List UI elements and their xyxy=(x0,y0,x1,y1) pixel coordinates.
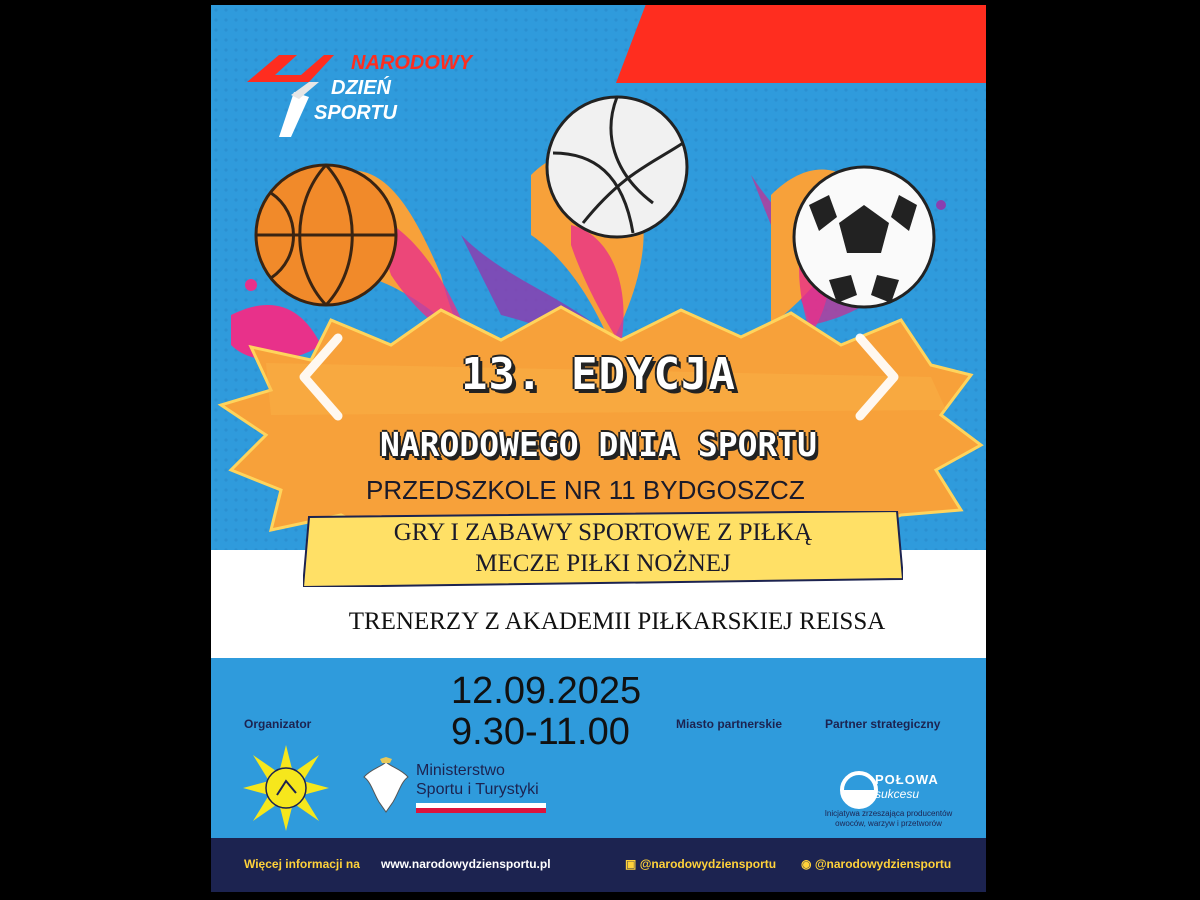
basketball-icon xyxy=(251,163,401,308)
event-poster xyxy=(211,5,986,892)
polowa-desc-line-1: Inicjatywa zrzeszająca producentów xyxy=(824,809,953,818)
city-partner-label: Miasto partnerskie xyxy=(676,717,783,731)
logo-line-1: NARODOWY xyxy=(351,52,473,74)
ministry-name xyxy=(416,761,539,799)
volleyball-icon xyxy=(543,93,691,241)
instagram-handle: @narodowydziensportu xyxy=(814,857,952,871)
facebook-link[interactable] xyxy=(625,857,776,871)
trainers-text: TRENERZY Z AKADEMII PIŁKARSKIEJ REISSA xyxy=(348,608,886,635)
organizer-label: Organizator xyxy=(244,717,312,731)
facebook-handle: @narodowydziensportu xyxy=(639,857,777,871)
polowa-description xyxy=(811,809,966,829)
edition-heading: 13. EDYCJA xyxy=(461,349,736,400)
facebook-icon: ▣ xyxy=(625,857,637,871)
soccer-ball-icon xyxy=(789,165,939,310)
ministry-line-2: Sportu i Turystyki xyxy=(416,781,539,798)
strategic-partner-label: Partner strategiczny xyxy=(825,717,941,731)
logo-line-3: SPORTU xyxy=(314,102,397,124)
activity-line-1: GRY I ZABAWY SPORTOWE Z PIŁKĄ xyxy=(393,519,813,546)
chevron-left-icon[interactable] xyxy=(296,332,346,422)
event-schedule xyxy=(451,671,641,753)
more-info-label: Więcej informacji na xyxy=(244,857,360,871)
polowa-subtitle: sukcesu xyxy=(875,787,920,801)
chevron-right-icon[interactable] xyxy=(852,332,902,422)
polish-flag-stripe xyxy=(416,803,546,813)
website-link[interactable]: www.narodowydziensportu.pl xyxy=(381,857,551,871)
instagram-link[interactable] xyxy=(801,857,951,871)
school-name: PRZEDSZKOLE NR 11 BYDGOSZCZ xyxy=(366,475,805,505)
logo-line-2: DZIEŃ xyxy=(331,77,391,99)
instagram-icon: ◉ xyxy=(801,857,812,871)
organizer-logo-icon xyxy=(241,743,331,833)
event-time: 9.30-11.00 xyxy=(451,711,630,753)
activity-line-2: MECZE PIŁKI NOŻNEJ xyxy=(475,550,731,577)
event-date: 12.09.2025 xyxy=(451,670,642,712)
ministry-line-1: Ministerstwo xyxy=(416,762,505,779)
polowa-desc-line-2: owoców, warzyw i przetworów xyxy=(835,819,942,828)
red-corner-shape xyxy=(616,5,986,83)
polowa-name: POŁOWA xyxy=(875,772,939,787)
activities-text xyxy=(303,517,903,579)
event-heading: NARODOWEGO DNIA SPORTU xyxy=(379,425,818,464)
